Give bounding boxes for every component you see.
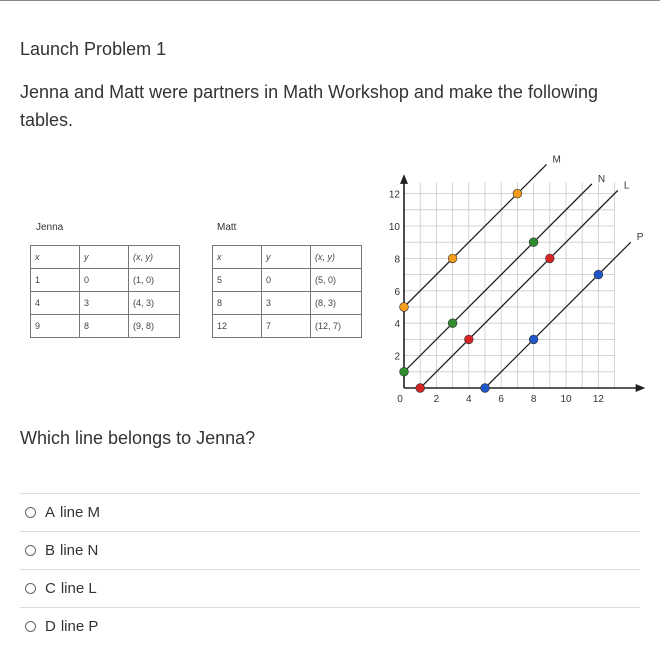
line-p — [485, 242, 631, 388]
answer-options — [20, 493, 640, 645]
y-tick-label: 4 — [394, 319, 400, 331]
data-point — [529, 238, 538, 247]
data-point — [529, 335, 538, 344]
y-tick-label: 6 — [394, 286, 400, 298]
matt-table — [212, 245, 362, 338]
table-row — [31, 292, 180, 315]
matt-table-title: Matt — [217, 222, 237, 233]
option-a[interactable] — [20, 493, 640, 531]
table-row — [31, 315, 180, 338]
option-b[interactable] — [20, 531, 640, 569]
x-tick-label: 0 — [397, 394, 403, 405]
line-n — [404, 184, 592, 372]
table-cell: 12 — [213, 315, 262, 338]
problem-title: Launch Problem 1 — [20, 39, 167, 59]
y-tick-label: 12 — [388, 189, 400, 201]
x-tick-label: 12 — [592, 394, 604, 405]
header-xy: (x, y) — [311, 246, 362, 269]
table-header-row — [213, 246, 362, 269]
line-label-l: L — [623, 180, 630, 192]
table-cell: 8 — [80, 315, 129, 338]
data-point — [448, 319, 457, 328]
table-row — [31, 269, 180, 292]
data-point — [416, 384, 425, 393]
table-cell: 3 — [262, 292, 311, 315]
x-tick-label: 2 — [433, 394, 440, 405]
top-divider — [0, 0, 660, 1]
coordinate-graph — [380, 154, 650, 415]
data-point — [400, 367, 409, 376]
x-axis-arrow — [636, 384, 646, 392]
table-cell: (1, 0) — [129, 269, 180, 292]
data-point — [464, 335, 473, 344]
radio-button[interactable] — [25, 545, 36, 556]
table-cell: 0 — [262, 269, 311, 292]
header-y: y — [80, 246, 129, 269]
radio-button[interactable] — [25, 621, 36, 632]
data-point — [400, 303, 409, 312]
option-letter: A — [45, 504, 56, 521]
radio-button[interactable] — [25, 507, 36, 518]
header-x: x — [31, 246, 80, 269]
line-m — [404, 164, 547, 307]
y-tick-label: 8 — [394, 254, 400, 266]
table-cell: 3 — [80, 292, 129, 315]
y-axis-arrow — [400, 174, 408, 184]
line-label-p: P — [636, 232, 644, 244]
table-cell: (8, 3) — [311, 292, 362, 315]
problem-prompt: Jenna and Matt were partners in Math Workshop and make the following tables. — [20, 82, 598, 130]
table-cell: 4 — [31, 292, 80, 315]
radio-button[interactable] — [25, 583, 36, 594]
option-letter: B — [45, 542, 56, 559]
header-xy: (x, y) — [129, 246, 180, 269]
table-cell: (12, 7) — [311, 315, 362, 338]
data-point — [545, 254, 554, 263]
table-cell: (9, 8) — [129, 315, 180, 338]
table-cell: 7 — [262, 315, 311, 338]
option-label: line N — [60, 542, 99, 559]
data-point — [448, 254, 457, 263]
jenna-table — [30, 245, 180, 338]
option-letter: C — [45, 580, 56, 597]
y-tick-label: 10 — [388, 222, 400, 233]
x-tick-label: 6 — [498, 394, 504, 405]
option-letter: D — [45, 618, 56, 635]
table-row — [213, 269, 362, 292]
x-tick-label: 10 — [560, 394, 572, 405]
table-cell: (5, 0) — [311, 269, 362, 292]
option-label: line L — [60, 580, 97, 597]
data-point — [513, 189, 522, 198]
table-cell: 0 — [80, 269, 129, 292]
x-tick-label: 4 — [466, 394, 472, 405]
data-point — [594, 270, 603, 279]
table-cell: 5 — [213, 269, 262, 292]
x-tick-label: 8 — [530, 394, 537, 405]
jenna-table-title: Jenna — [36, 222, 64, 233]
line-label-n: N — [597, 173, 606, 185]
line-l — [420, 190, 618, 388]
y-tick-label: 2 — [394, 351, 400, 363]
option-d[interactable] — [20, 607, 640, 645]
table-row — [213, 315, 362, 338]
data-point — [481, 384, 490, 393]
table-cell: 9 — [31, 315, 80, 338]
option-c[interactable] — [20, 569, 640, 607]
header-x: x — [213, 246, 262, 269]
table-row — [213, 292, 362, 315]
question-text: Which line belongs to Jenna? — [20, 428, 256, 448]
option-label: line P — [60, 618, 99, 635]
option-label: line M — [60, 504, 101, 521]
line-label-m: M — [552, 154, 561, 166]
table-cell: 1 — [31, 269, 80, 292]
table-cell: 8 — [213, 292, 262, 315]
header-y: y — [262, 246, 311, 269]
table-header-row — [31, 246, 180, 269]
table-cell: (4, 3) — [129, 292, 180, 315]
